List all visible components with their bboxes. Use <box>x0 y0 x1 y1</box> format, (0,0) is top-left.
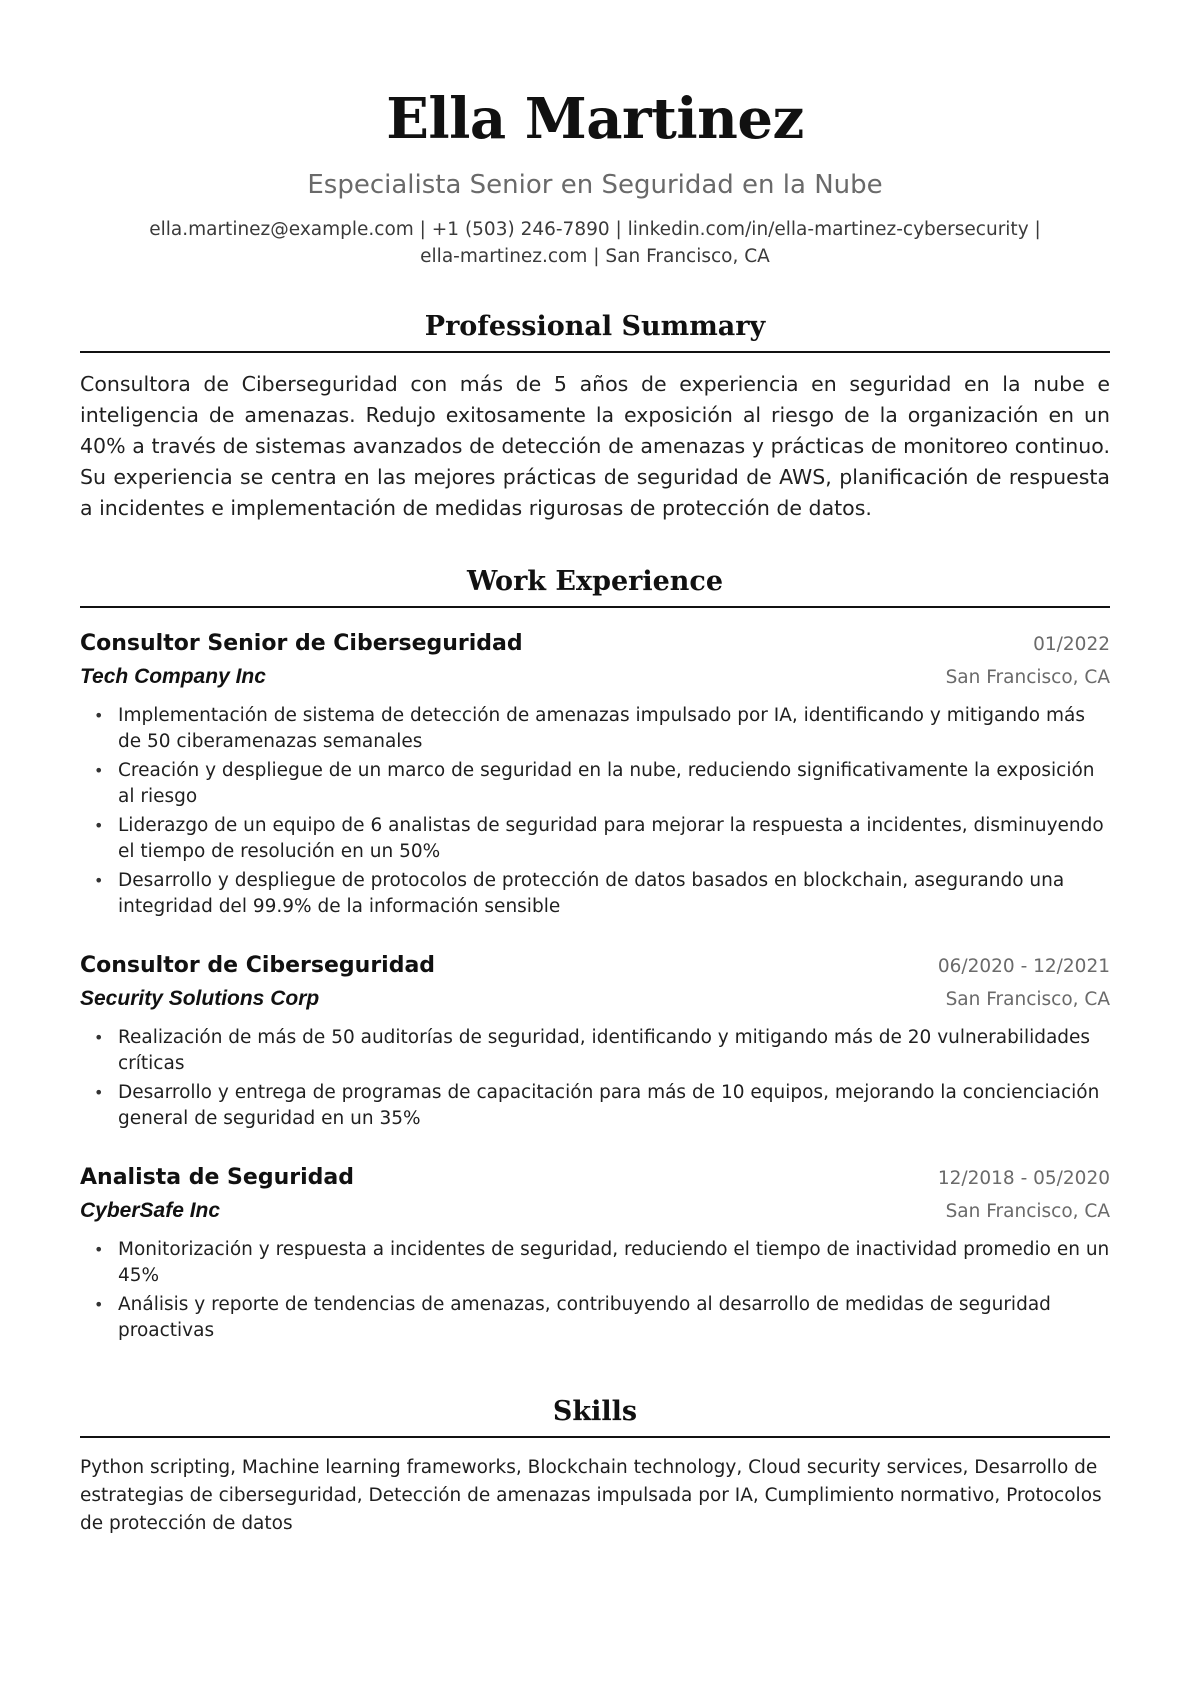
job-location: San Francisco, CA <box>945 667 1110 688</box>
contact-line: ella.martinez@example.com | +1 (503) 246-7890 | linkedin.com/in/ella-martinez-cybersecurity | <box>149 219 1041 240</box>
contact-info <box>80 216 1110 270</box>
skills-text: Python scripting, Machine learning frameworks, Blockchain technology, Cloud security services, Desarrollo de estrategias de ciberseguridad, Detección de amenazas impulsada por IA, Cumplimiento normativo, Protocolos de protección de datos <box>80 1457 1102 1534</box>
summary-text: Consultora de Ciberseguridad con más de 5 años de experiencia en seguridad en la nube e inteligencia de amenazas. Redujo exitosamente la exposición al riesgo de la organización en un 40% a través de sistemas avanzados de detección de amenazas y prácticas de monitoreo continuo. Su experiencia se centra en las mejores prácticas de seguridad de AWS, planificación de respuesta a incidentes e implementación de medidas rigurosas de protección de datos. <box>80 372 1110 520</box>
candidate-name: Ella Martinez <box>386 86 804 152</box>
job-header-row <box>80 628 1110 661</box>
section-heading: Professional Summary <box>80 309 1110 353</box>
company-name: Security Solutions Corp <box>80 987 320 1010</box>
job-title: Consultor Senior de Ciberseguridad <box>80 631 523 656</box>
job-title: Analista de Seguridad <box>80 1165 354 1190</box>
job-location: San Francisco, CA <box>945 1201 1110 1222</box>
resume-header <box>80 0 1110 270</box>
job-bullets <box>80 1025 1110 1132</box>
professional-title: Especialista Senior en Seguridad en la Nube <box>307 170 883 200</box>
bullet-item: • Monitorización y respuesta a incidentes de seguridad, reduciendo el tiempo de inactividad promedio en un 45% <box>94 1237 1110 1289</box>
bullet-item: • Implementación de sistema de detección de amenazas impulsado por IA, identificando y mitigando más de 50 ciberamenazas semanales <box>94 703 1110 755</box>
job-header-row <box>80 1162 1110 1195</box>
section-heading: Skills <box>80 1394 1110 1438</box>
section-heading: Work Experience <box>80 564 1110 608</box>
job-entry <box>80 1162 1110 1344</box>
job-header-row <box>80 950 1110 983</box>
bullet-item: • Desarrollo y despliegue de protocolos de protección de datos basados en blockchain, asegurando una integridad del 99.9% de la información sensible <box>94 868 1110 920</box>
contact-line: ella-martinez.com | San Francisco, CA <box>420 246 770 267</box>
bullet-item: • Creación y despliegue de un marco de seguridad en la nube, reduciendo significativamente la exposición al riesgo <box>94 758 1110 810</box>
company-name: CyberSafe Inc <box>80 1199 221 1222</box>
work-experience-section <box>80 564 1110 1344</box>
job-list <box>80 628 1110 1344</box>
job-dates: 01/2022 <box>1033 634 1110 655</box>
job-location: San Francisco, CA <box>945 989 1110 1010</box>
job-entry <box>80 628 1110 920</box>
job-company-row <box>80 1195 1110 1228</box>
summary-section <box>80 309 1110 524</box>
job-company-row <box>80 983 1110 1016</box>
bullet-item: • Liderazgo de un equipo de 6 analistas de seguridad para mejorar la respuesta a incidentes, disminuyendo el tiempo de resolución en un 50% <box>94 813 1110 865</box>
skills-section <box>80 1394 1110 1538</box>
job-dates: 12/2018 - 05/2020 <box>937 1168 1110 1189</box>
job-bullets <box>80 1237 1110 1344</box>
job-entry <box>80 950 1110 1132</box>
job-company-row <box>80 661 1110 694</box>
bullet-item: • Desarrollo y entrega de programas de capacitación para más de 10 equipos, mejorando la concienciación general de seguridad en un 35% <box>94 1080 1110 1132</box>
company-name: Tech Company Inc <box>80 665 266 688</box>
bullet-item: • Realización de más de 50 auditorías de seguridad, identificando y mitigando más de 20 vulnerabilidades críticas <box>94 1025 1110 1077</box>
bullet-item: • Análisis y reporte de tendencias de amenazas, contribuyendo al desarrollo de medidas de seguridad proactivas <box>94 1292 1110 1344</box>
job-dates: 06/2020 - 12/2021 <box>937 956 1110 977</box>
job-bullets <box>80 703 1110 920</box>
job-title: Consultor de Ciberseguridad <box>80 953 436 978</box>
